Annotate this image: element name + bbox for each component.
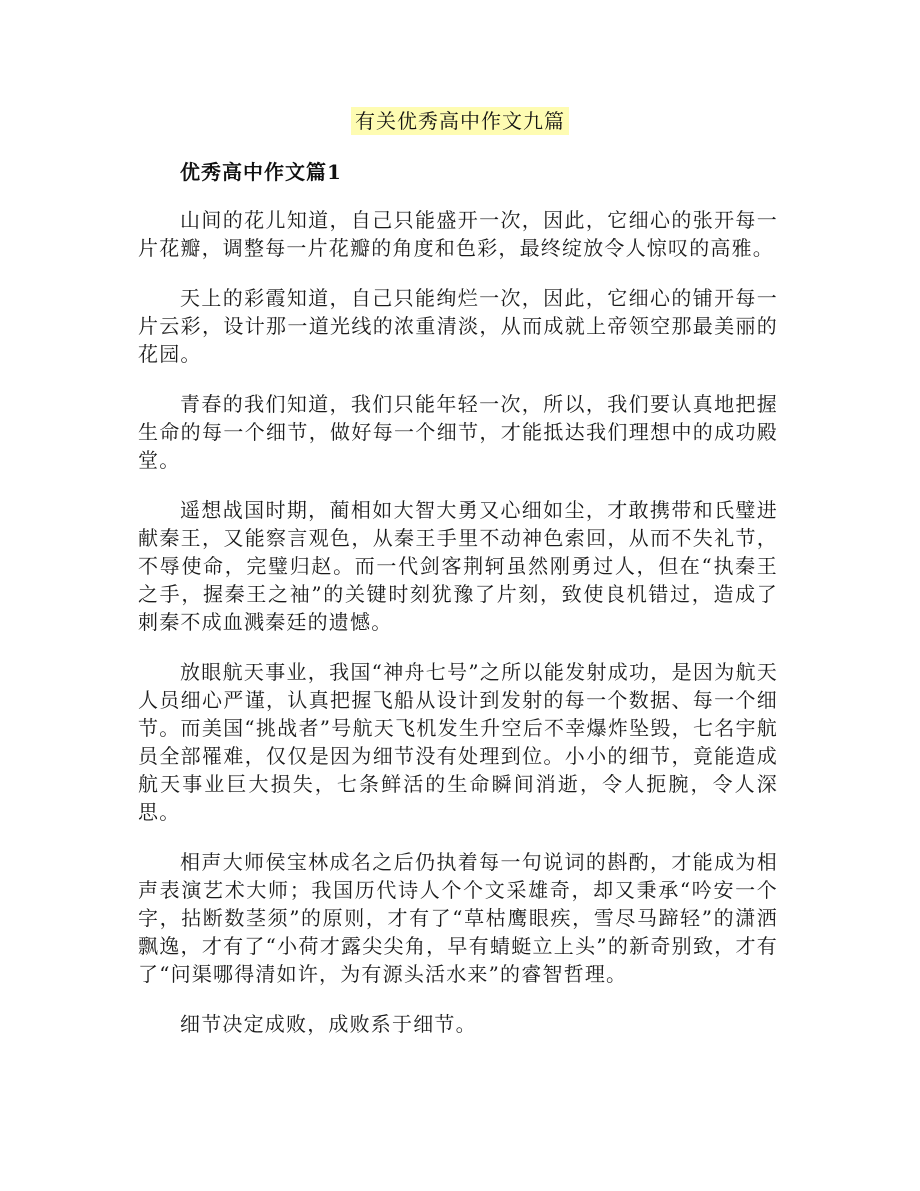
paragraph: 山间的花儿知道，自己只能盛开一次，因此，它细心的张开每一片花瓣，调整每一片花瓣的角度和色彩，最终绽放令人惊叹的高雅。 xyxy=(138,208,778,260)
document-title: 有关优秀高中作文九篇 xyxy=(351,107,569,135)
paragraph: 相声大师侯宝林成名之后仍执着每一句说词的斟酌，才能成为相声表演艺术大师；我国历代诗人个个文采雄奇，却又秉承“吟安一个字，拈断数茎须”的原则，才有了“草枯鹰眼疾，雪尽马蹄轻”的潇洒飘逸，才有了“小荷才露尖尖角，早有蜻蜓立上头”的新奇别致，才有了“问渠哪得清如许，为有源头活水来”的睿智哲理。 xyxy=(138,850,778,986)
section-heading: 优秀高中作文篇1 xyxy=(180,160,342,184)
paragraph: 青春的我们知道，我们只能年轻一次，所以，我们要认真地把握生命的每一个细节，做好每一个细节，才能抵达我们理想中的成功殿堂。 xyxy=(138,392,778,472)
section-body xyxy=(138,206,778,1060)
paragraph: 细节决定成败，成败系于细节。 xyxy=(180,1012,477,1036)
paragraph: 天上的彩霞知道，自己只能绚烂一次，因此，它细心的铺开每一片云彩，设计那一道光线的浓重清淡，从而成就上帝领空那最美丽的花园。 xyxy=(138,286,778,366)
paragraph: 放眼航天事业，我国“神舟七号”之所以能发射成功，是因为航天人员细心严谨，认真把握飞船从设计到发射的每一个数据、每一个细节。而美国“挑战者”号航天飞机发生升空后不幸爆炸坠毁，七名宇航员全部罹难，仅仅是因为细节没有处理到位。小小的细节，竟能造成航天事业巨大损失，七条鲜活的生命瞬间消逝，令人扼腕，令人深思。 xyxy=(138,660,778,824)
title-container xyxy=(0,107,920,135)
paragraph: 遥想战国时期，蔺相如大智大勇又心细如尘，才敢携带和氏璧进献秦王，又能察言观色，从秦王手里不动神色索回，从而不失礼节，不辱使命，完璧归赵。而一代剑客荆轲虽然刚勇过人，但在“执秦王之手，握秦王之袖”的关键时刻犹豫了片刻，致使良机错过，造成了刺秦不成血溅秦廷的遗憾。 xyxy=(138,498,778,634)
